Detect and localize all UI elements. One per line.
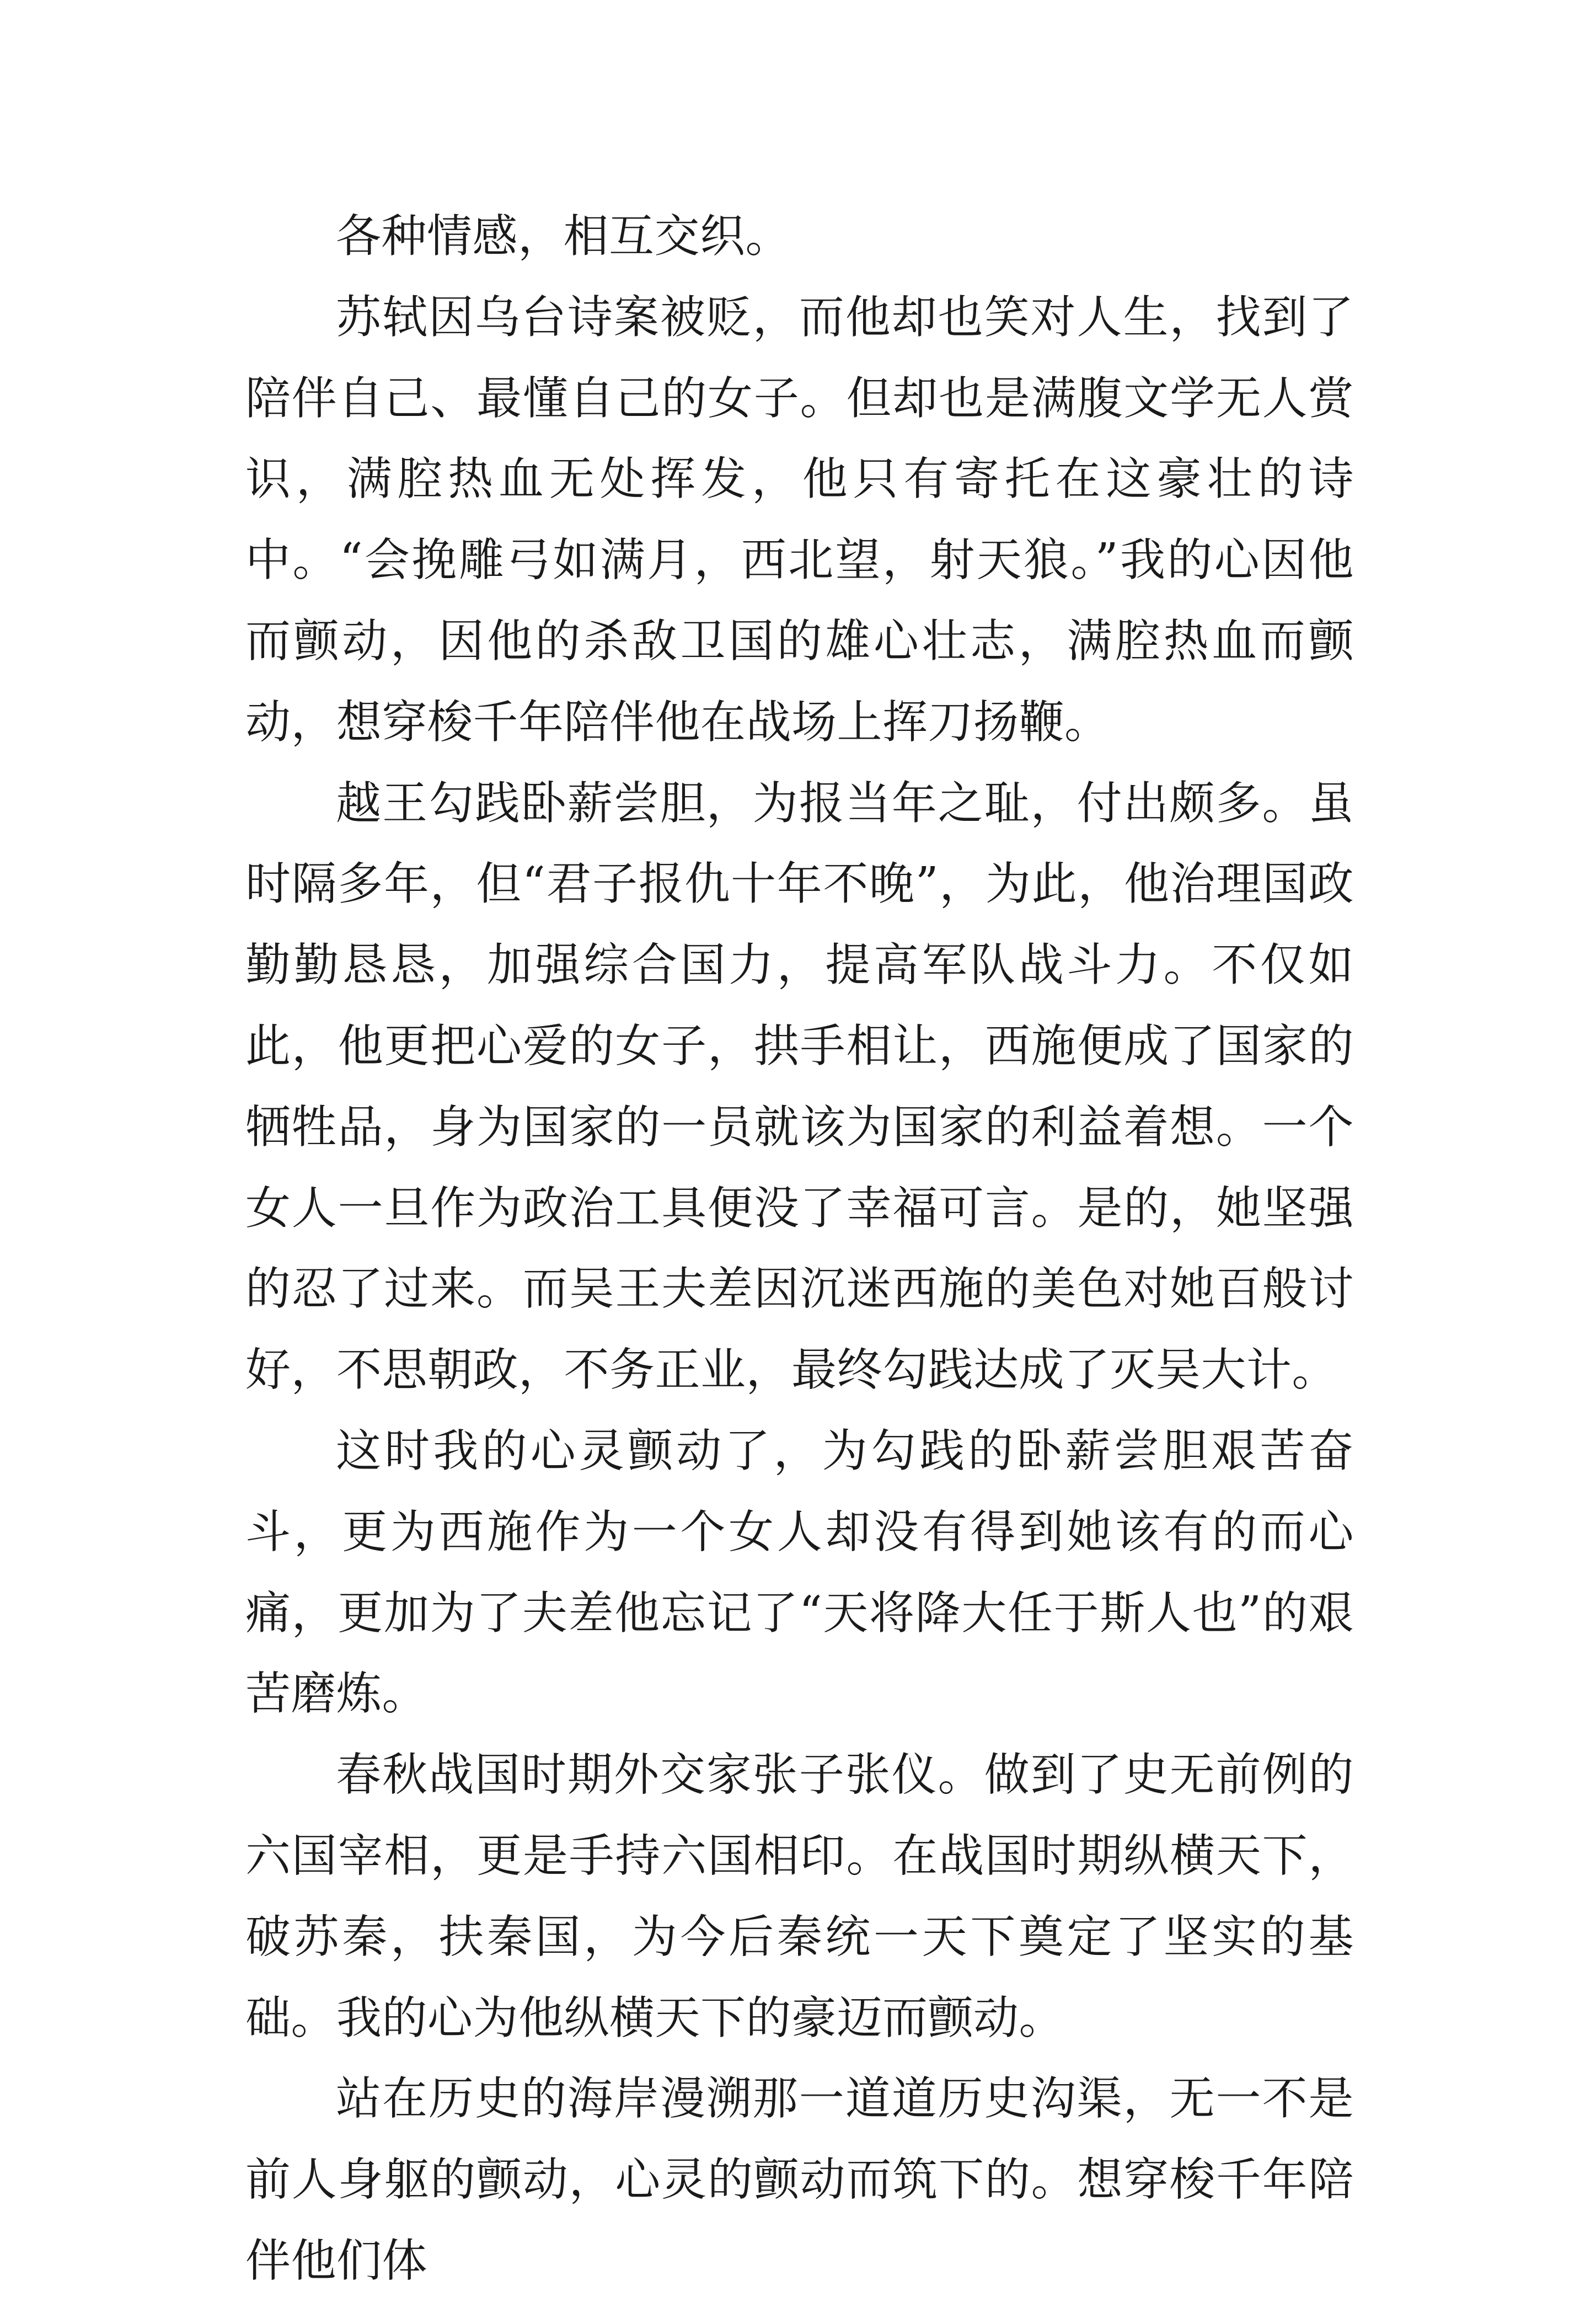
document-body bbox=[245, 196, 1354, 2302]
paragraph-2: 苏轼因乌台诗案被贬，而他却也笑对人生，找到了陪伴自己、最懂自己的女子。但却也是满腹文学无人赏识，满腔热血无处挥发，他只有寄托在这豪壮的诗中。“会挽雕弓如满月，西北望，射天狼。”我的心因他而颤动，因他的杀敌卫国的雄心壮志，满腔热血而颤动，想穿梭千年陪伴他在战场上挥刀扬鞭。 bbox=[245, 291, 1354, 749]
paragraph-5: 春秋战国时期外交家张子张仪。做到了史无前例的六国宰相，更是手持六国相印。在战国时期纵横天下，破苏秦，扶秦国，为今后秦统一天下奠定了坚实的基础。我的心为他纵横天下的豪迈而颤动。 bbox=[245, 1749, 1354, 2044]
paragraph-6: 站在历史的海岸漫溯那一道道历史沟渠，无一不是前人身躯的颤动，心灵的颤动而筑下的。想穿梭千年陪伴他们体 bbox=[245, 2073, 1354, 2287]
paragraph-1: 各种情感，相互交织。 bbox=[336, 210, 791, 263]
paragraph-4: 这时我的心灵颤动了，为勾践的卧薪尝胆艰苦奋斗，更为西施作为一个女人却没有得到她该有的而心痛，更加为了夫差他忘记了“天将降大任于斯人也”的艰苦磨炼。 bbox=[245, 1424, 1354, 1721]
paragraph-3: 越王勾践卧薪尝胆，为报当年之耻，付出颇多。虽时隔多年，但“君子报仇十年不晚”，为此，他治理国政勤勤恳恳，加强综合国力，提高军队战斗力。不仅如此，他更把心爱的女子，拱手相让，西施便成了国家的牺牲品，身为国家的一员就该为国家的利益着想。一个女人一旦作为政治工具便没了幸福可言。是的，她坚强的忍了过来。而吴王夫差因沉迷西施的美色对她百般讨好，不思朝政，不务正业，最终勾践达成了灭吴大计。 bbox=[245, 777, 1354, 1397]
